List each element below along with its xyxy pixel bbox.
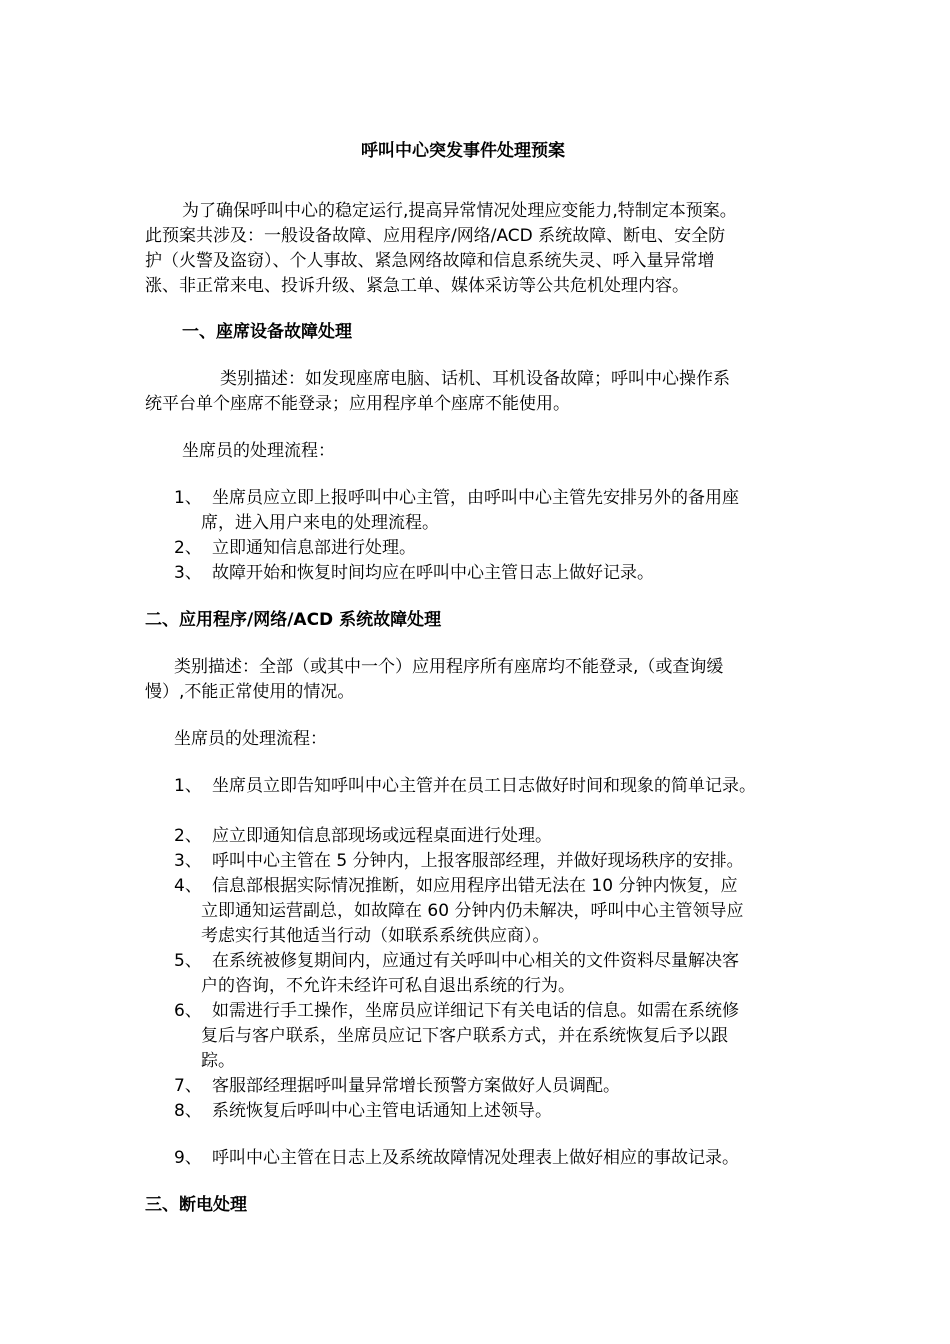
list-number: 9、 <box>174 1148 202 1168</box>
list-text: 在系统被修复期间内，应通过有关呼叫中心相关的文件资料尽量解决客 <box>212 951 739 971</box>
list-text: 呼叫中心主管在日志上及系统故障情况处理表上做好相应的事故记录。 <box>212 1148 739 1168</box>
list-text: 应立即通知信息部现场或远程桌面进行处理。 <box>212 826 552 846</box>
list-text: 复后与客户联系，坐席员应记下客户联系方式，并在系统恢复后予以跟 <box>201 1026 728 1046</box>
list-text: 踪。 <box>201 1051 235 1071</box>
section-heading: 三、断电处理 <box>145 1195 247 1215</box>
list-number: 4、 <box>174 876 202 896</box>
section-desc-line: 统平台单个座席不能登录；应用程序单个座席不能使用。 <box>145 394 570 414</box>
list-number: 2、 <box>174 826 202 846</box>
list-number: 1、 <box>174 776 202 796</box>
document-title: 呼叫中心突发事件处理预案 <box>361 141 565 161</box>
list-text: 信息部根据实际情况推断，如应用程序出错无法在 10 分钟内恢复，应 <box>212 876 738 896</box>
list-number: 3、 <box>174 563 202 583</box>
list-text: 立即通知信息部进行处理。 <box>212 538 416 558</box>
intro-line: 此预案共涉及：一般设备故障、应用程序/网络/ACD 系统故障、断电、安全防 <box>145 226 726 246</box>
intro-line: 为了确保呼叫中心的稳定运行,提高异常情况处理应变能力,特制定本预案。 <box>182 201 737 221</box>
list-number: 3、 <box>174 851 202 871</box>
list-text: 席，进入用户来电的处理流程。 <box>201 513 439 533</box>
list-text: 呼叫中心主管在 5 分钟内，上报客服部经理，并做好现场秩序的安排。 <box>212 851 744 871</box>
flow-label: 坐席员的处理流程： <box>174 729 327 749</box>
list-number: 6、 <box>174 1001 202 1021</box>
list-number: 8、 <box>174 1101 202 1121</box>
list-text: 坐席员立即告知呼叫中心主管并在员工日志做好时间和现象的简单记录。 <box>212 776 756 796</box>
list-text: 户的咨询，不允许未经许可私自退出系统的行为。 <box>201 976 575 996</box>
list-text: 客服部经理据呼叫量异常增长预警方案做好人员调配。 <box>212 1076 620 1096</box>
section-heading: 一、座席设备故障处理 <box>182 322 352 342</box>
intro-line: 护（火警及盗窃）、个人事故、紧急网络故障和信息系统失灵、呼入量异常增 <box>145 251 715 271</box>
list-text: 如需进行手工操作，坐席员应详细记下有关电话的信息。如需在系统修 <box>212 1001 739 1021</box>
list-text: 系统恢复后呼叫中心主管电话通知上述领导。 <box>212 1101 552 1121</box>
list-number: 2、 <box>174 538 202 558</box>
intro-line: 涨、非正常来电、投诉升级、紧急工单、媒体采访等公共危机处理内容。 <box>145 276 689 296</box>
list-number: 1、 <box>174 488 202 508</box>
list-text: 考虑实行其他适当行动（如联系系统供应商）。 <box>201 926 550 946</box>
list-number: 5、 <box>174 951 202 971</box>
list-text: 立即通知运营副总，如故障在 60 分钟内仍未解决，呼叫中心主管领导应 <box>201 901 744 921</box>
list-text: 故障开始和恢复时间均应在呼叫中心主管日志上做好记录。 <box>212 563 654 583</box>
section-desc-line: 类别描述：全部（或其中一个）应用程序所有座席均不能登录,（或查询缓 <box>174 657 724 677</box>
list-text: 坐席员应立即上报呼叫中心主管，由呼叫中心主管先安排另外的备用座 <box>212 488 739 508</box>
section-desc-line: 慢）,不能正常使用的情况。 <box>145 682 355 702</box>
list-number: 7、 <box>174 1076 202 1096</box>
flow-label: 坐席员的处理流程： <box>182 441 335 461</box>
section-desc-line: 类别描述：如发现座席电脑、话机、耳机设备故障；呼叫中心操作系 <box>220 369 730 389</box>
section-heading: 二、应用程序/网络/ACD 系统故障处理 <box>145 610 442 630</box>
